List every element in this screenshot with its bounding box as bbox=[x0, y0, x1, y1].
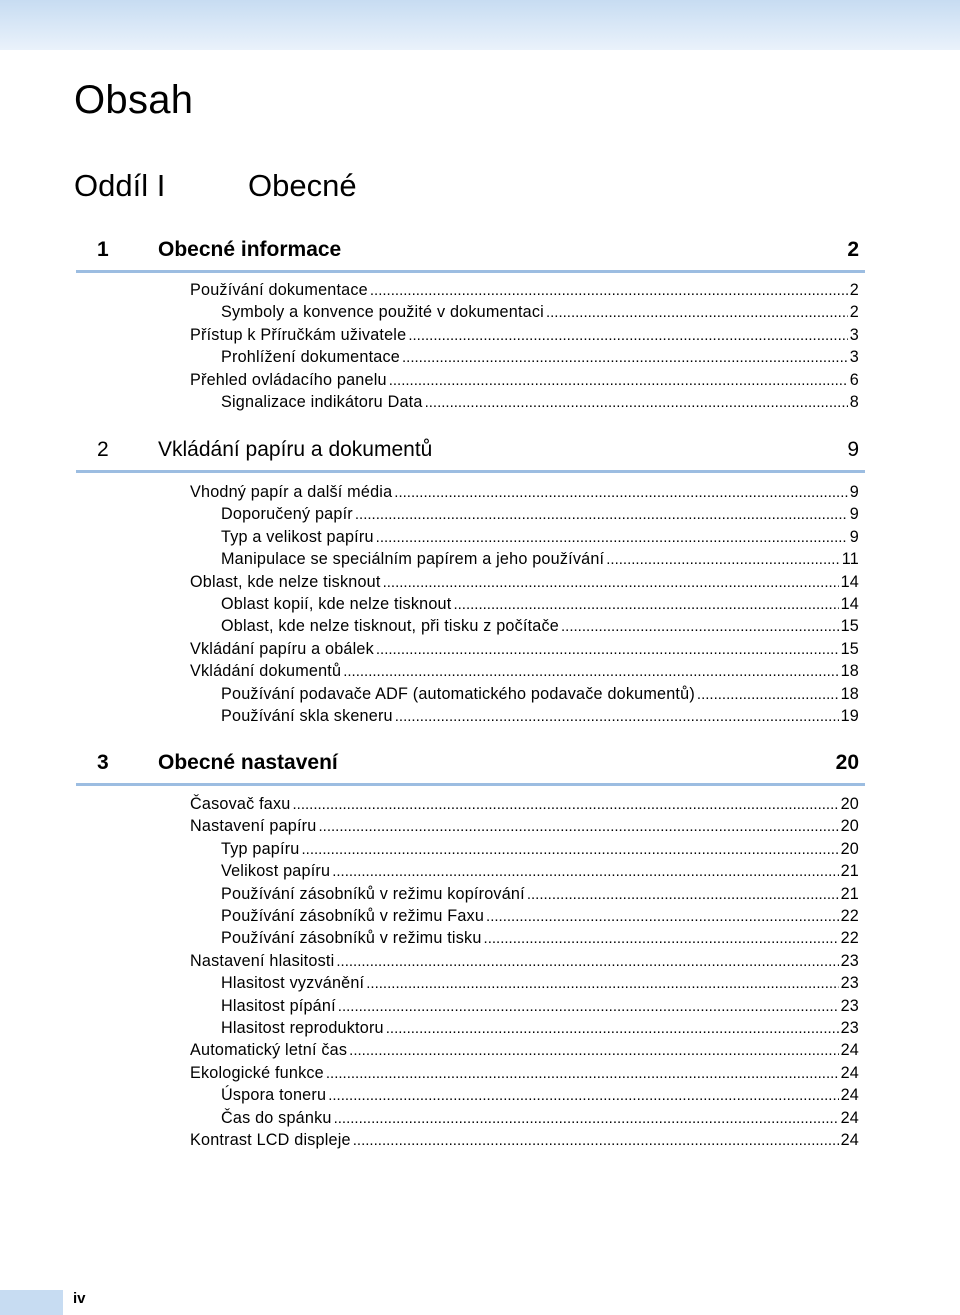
toc-entry-page: 22 bbox=[840, 907, 859, 925]
toc-entry-page: 24 bbox=[840, 1063, 859, 1082]
toc-entry-text: Používání zásobníků v režimu kopírování bbox=[221, 884, 525, 903]
toc-dot-leader bbox=[366, 973, 838, 995]
toc-entry-text: Přístup k Příručkám uživatele bbox=[190, 325, 407, 344]
toc-entry[interactable] bbox=[221, 391, 859, 413]
toc-dot-leader bbox=[353, 1130, 839, 1152]
toc-entry[interactable] bbox=[190, 571, 859, 593]
toc-dot-leader bbox=[697, 684, 839, 706]
toc-entry[interactable] bbox=[221, 346, 859, 368]
toc-entry-page: 6 bbox=[849, 370, 859, 389]
toc-entry-page: 21 bbox=[840, 884, 859, 903]
toc-entry[interactable] bbox=[221, 526, 859, 548]
chapter-number: 2 bbox=[97, 438, 109, 461]
toc-entry-text: Nastavení hlasitosti bbox=[190, 951, 335, 970]
toc-dot-leader bbox=[453, 594, 838, 616]
toc-dot-leader bbox=[332, 861, 838, 883]
toc-entry[interactable] bbox=[190, 481, 859, 503]
chapter-title: Obecné informace bbox=[158, 238, 342, 261]
chapter-number: 1 bbox=[97, 238, 109, 261]
toc-entry-page: 9 bbox=[849, 527, 859, 546]
toc-entry-page: 14 bbox=[840, 572, 859, 591]
toc-dot-leader bbox=[336, 951, 838, 973]
toc-entry-text: Hlasitost pípání bbox=[221, 996, 336, 1015]
toc-dot-leader bbox=[408, 325, 847, 347]
part-number: Oddíl I bbox=[74, 168, 166, 203]
toc-dot-leader bbox=[606, 549, 840, 571]
toc-entry[interactable] bbox=[221, 1084, 859, 1106]
toc-entry-text: Oblast, kde nelze tisknout bbox=[190, 572, 381, 591]
toc-entry[interactable] bbox=[221, 905, 859, 927]
toc-entry-text: Přehled ovládacího panelu bbox=[190, 370, 387, 389]
toc-entry-page: 21 bbox=[840, 862, 859, 881]
toc-entry[interactable] bbox=[221, 860, 859, 882]
toc-entry-page: 23 bbox=[840, 1019, 859, 1037]
part-name: Obecné bbox=[248, 168, 357, 203]
toc-entry-text: Ekologické funkce bbox=[190, 1063, 324, 1082]
chapter-title: Obecné nastavení bbox=[158, 751, 338, 774]
toc-dot-leader bbox=[370, 280, 848, 302]
toc-entry-text: Vkládání papíru a obálek bbox=[190, 639, 374, 658]
toc-entry[interactable] bbox=[221, 1107, 859, 1129]
chapter-title: Vkládání papíru a dokumentů bbox=[158, 438, 433, 461]
toc-entry-text: Typ papíru bbox=[221, 839, 300, 858]
toc-entry[interactable] bbox=[221, 615, 859, 637]
toc-dot-leader bbox=[561, 616, 839, 638]
toc-dot-leader bbox=[425, 392, 848, 414]
toc-dot-leader bbox=[326, 1063, 839, 1085]
toc-entry[interactable] bbox=[190, 793, 859, 815]
toc-entry-page: 23 bbox=[840, 951, 859, 970]
toc-entry-text: Oblast kopií, kde nelze tisknout bbox=[221, 595, 452, 613]
toc-entry[interactable] bbox=[190, 369, 859, 391]
toc-entry-page: 23 bbox=[840, 974, 859, 993]
toc-entry[interactable] bbox=[190, 279, 859, 301]
chapter-page: 20 bbox=[835, 751, 859, 774]
toc-dot-leader bbox=[486, 906, 839, 928]
toc-dot-leader bbox=[383, 572, 839, 594]
chapter-heading[interactable] bbox=[76, 747, 865, 786]
toc-dot-leader bbox=[328, 1085, 838, 1107]
toc-entry[interactable] bbox=[190, 638, 859, 660]
toc-entry-text: Prohlížení dokumentace bbox=[221, 348, 400, 367]
toc-entry-page: 14 bbox=[840, 595, 859, 613]
toc-entry[interactable] bbox=[221, 301, 859, 323]
toc-entry-page: 24 bbox=[840, 1041, 859, 1060]
toc-entry-text: Velikost papíru bbox=[221, 862, 331, 881]
toc-entry-text: Používání zásobníků v režimu tisku bbox=[221, 929, 482, 948]
toc-entry-text: Používání podavače ADF (automatického podavače dokumentů) bbox=[221, 684, 695, 703]
chapter-page: 2 bbox=[847, 238, 859, 261]
toc-dot-leader bbox=[484, 928, 839, 950]
toc-entry-text: Hlasitost reproduktoru bbox=[221, 1019, 384, 1037]
toc-entry[interactable] bbox=[221, 838, 859, 860]
toc-entry[interactable] bbox=[190, 660, 859, 682]
footer-page-number: iv bbox=[73, 1290, 86, 1307]
toc-dot-leader bbox=[402, 347, 848, 369]
toc-entry-page: 24 bbox=[840, 1086, 859, 1105]
toc-entry-text: Automatický letní čas bbox=[190, 1041, 348, 1060]
toc-entry-text: Kontrast LCD displeje bbox=[190, 1131, 351, 1149]
toc-dot-leader bbox=[527, 884, 839, 906]
toc-entry-text: Nastavení papíru bbox=[190, 817, 317, 836]
toc-entry[interactable] bbox=[221, 683, 859, 705]
toc-dot-leader bbox=[343, 661, 838, 683]
toc-entry[interactable] bbox=[190, 950, 859, 972]
toc-entry-text: Typ a velikost papíru bbox=[221, 527, 374, 546]
toc-entry[interactable] bbox=[221, 503, 859, 525]
toc-entry-text: Časovač faxu bbox=[190, 795, 291, 813]
toc-entry[interactable] bbox=[221, 593, 859, 615]
toc-entry-text: Používání skla skeneru bbox=[221, 707, 393, 725]
toc-entry-text: Úspora toneru bbox=[221, 1086, 327, 1105]
toc-dot-leader bbox=[318, 816, 838, 838]
toc-entry-page: 19 bbox=[840, 707, 859, 725]
toc-entry-text: Signalizace indikátoru Data bbox=[221, 393, 423, 411]
toc-entry[interactable] bbox=[221, 995, 859, 1017]
toc-dot-leader bbox=[376, 639, 839, 661]
toc-dot-leader bbox=[302, 839, 839, 861]
toc-entry-text: Používání dokumentace bbox=[190, 281, 368, 299]
toc-entry-page: 2 bbox=[849, 303, 859, 322]
top-header-bar bbox=[0, 0, 960, 50]
part-heading bbox=[74, 168, 874, 208]
toc-entry[interactable] bbox=[221, 927, 859, 949]
toc-entry-page: 15 bbox=[840, 617, 859, 636]
page-title: Obsah bbox=[74, 78, 194, 122]
toc-entry-page: 20 bbox=[840, 795, 859, 813]
toc-dot-leader bbox=[389, 370, 848, 392]
chapter-heading[interactable] bbox=[76, 434, 865, 473]
toc-entry-page: 24 bbox=[840, 1108, 859, 1127]
toc-entry-page: 2 bbox=[849, 281, 859, 299]
toc-entry-text: Symboly a konvence použité v dokumentaci bbox=[221, 303, 544, 322]
toc-dot-leader bbox=[386, 1018, 839, 1040]
toc-dot-leader bbox=[355, 504, 848, 526]
toc-entry-page: 3 bbox=[849, 325, 859, 344]
toc-entry-page: 11 bbox=[841, 550, 859, 569]
toc-entry-text: Doporučený papír bbox=[221, 505, 353, 524]
toc-entry-text: Hlasitost vyzvánění bbox=[221, 974, 365, 993]
toc-entry-page: 23 bbox=[840, 996, 859, 1015]
toc-entry-page: 22 bbox=[840, 929, 859, 948]
toc-entry-text: Čas do spánku bbox=[221, 1108, 332, 1127]
toc-entry[interactable] bbox=[221, 972, 859, 994]
toc-entry-text: Manipulace se speciálním papírem a jeho používání bbox=[221, 550, 605, 569]
toc-entry[interactable] bbox=[221, 883, 859, 905]
chapter-heading[interactable] bbox=[76, 234, 865, 273]
toc-entry[interactable] bbox=[221, 548, 859, 570]
toc-entry-text: Vhodný papír a další média bbox=[190, 483, 393, 501]
toc-dot-leader bbox=[546, 302, 848, 324]
toc-entry[interactable] bbox=[221, 705, 859, 727]
toc-entry-text: Oblast, kde nelze tisknout, při tisku z počítače bbox=[221, 617, 560, 636]
toc-dot-leader bbox=[292, 794, 838, 816]
toc-entry-page: 3 bbox=[849, 348, 859, 367]
toc-dot-leader bbox=[394, 482, 848, 504]
chapter-page: 9 bbox=[847, 438, 859, 461]
toc-entry-page: 9 bbox=[849, 505, 859, 524]
toc-entry[interactable] bbox=[190, 1062, 859, 1084]
toc-entry-text: Používání zásobníků v režimu Faxu bbox=[221, 907, 485, 925]
toc-dot-leader bbox=[395, 706, 839, 728]
toc-dot-leader bbox=[338, 996, 839, 1018]
toc-entry[interactable] bbox=[221, 1017, 859, 1039]
chapter-number: 3 bbox=[97, 751, 109, 774]
toc-entry-page: 8 bbox=[849, 393, 859, 411]
toc-entry-page: 15 bbox=[840, 639, 859, 658]
toc-dot-leader bbox=[376, 527, 848, 549]
toc-entry-text: Vkládání dokumentů bbox=[190, 662, 342, 681]
toc-entry[interactable] bbox=[190, 324, 859, 346]
toc-entry-page: 20 bbox=[840, 839, 859, 858]
toc-entry[interactable] bbox=[190, 815, 859, 837]
toc-entry-page: 18 bbox=[840, 684, 859, 703]
toc-entry-page: 18 bbox=[840, 662, 859, 681]
toc-entry[interactable] bbox=[190, 1129, 859, 1151]
toc-entry-page: 9 bbox=[849, 483, 859, 501]
toc-entry-page: 20 bbox=[840, 817, 859, 836]
toc-dot-leader bbox=[334, 1108, 839, 1130]
toc-entry-page: 24 bbox=[840, 1131, 859, 1149]
footer-bar bbox=[0, 1290, 63, 1315]
toc-entry[interactable] bbox=[190, 1039, 859, 1061]
toc-dot-leader bbox=[349, 1040, 838, 1062]
